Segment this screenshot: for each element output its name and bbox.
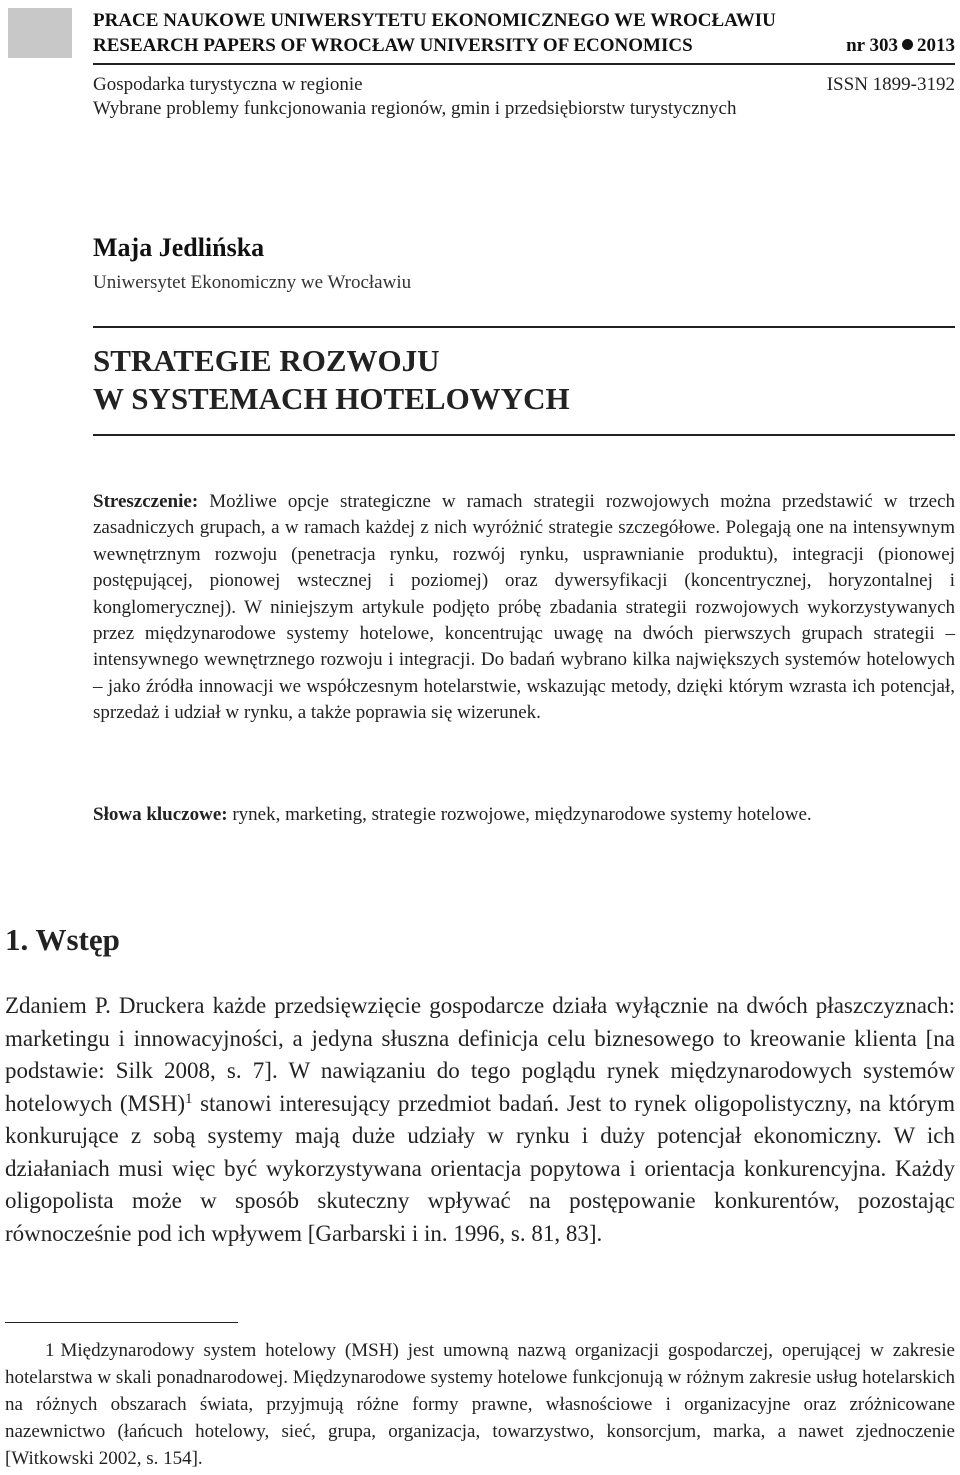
journal-title-pl-text: PRACE NAUKOWE UNIWERSYTETU EKONOMICZNEGO WE WROCŁAWIU (93, 10, 776, 31)
footnote (5, 1337, 955, 1472)
bullet-dot-icon (902, 39, 913, 50)
abstract-label: Streszczenie: (93, 491, 199, 512)
journal-title-pl (93, 10, 955, 32)
journal-title-en-text: RESEARCH PAPERS OF WROCŁAW UNIVERSITY OF ECONOMICS (93, 35, 693, 56)
footnote-rule (5, 1322, 238, 1323)
body-paragraph (5, 990, 955, 1250)
title-line-2: W SYSTEMACH HOTELOWYCH (93, 381, 570, 416)
footnote-reference[interactable]: 1 (185, 1090, 193, 1107)
series-name: Gospodarka turystyczna w regionie (93, 74, 363, 95)
footnote-text: Międzynarodowy system hotelowy (MSH) jest umowną nazwą organizacji gospodarczej, operującej w zakresie hotelarstwa w skali ponadnarodowej. Międzynarodowe systemy hotelowe funkcjonują w różnym zakresie usług hotelarskich na różnych obszarach świata, przyjmują różne formy prawne, własnościowe i organizacyjne oraz zróżnicowane nazewnictwo (łańcuch hotelowy, sieć, grupa, organizacja, towarzystwo, konsorcjum, marka, a nawet zjednoczenie [Witkowski 2002, s. 154]. (5, 1340, 955, 1469)
volume-subtitle (93, 98, 955, 120)
abstract-text: Możliwe opcje strategiczne w ramach strategii rozwojowych można przedstawić w trzech zasadniczych grupach, a w ramach każdej z nich wyróżnić strategie szczegółowe. Polegają one na intensywnym wewnętrznym rozwoju (penetracja rynku, rozwój rynku, usprawnianie produktu), integracji (pionowej postępującej, pionowej wstecznej i poziomej) oraz dywersyfikacji (koncentrycznej, horyzontalnej i konglomerycznej). W niniejszym artykule podjęto próbę zbadania strategii rozwojowych wykorzystywanych przez międzynarodowe systemy hotelowe, koncentrując uwagę na dwóch pierwszych grupach strategii – intensywnego wewnętrznego rozwoju i integracji. Do badań wybrano kilka największych systemów hotelowych – jako źródła innowacji we współczesnym hotelarstwie, wskazując metody, dzięki którym wzrasta ich potencjał, sprzedaż i udział w rynku, a także poprawia się wizerunek. (93, 491, 955, 724)
body-paragraph-part-1: Zdaniem P. Druckera każde przedsięwzięcie gospodarcze działa wyłącznie na dwóch płaszczyznach: marketingu i innowacyjności, a jedyna słuszna definicja celu biznesowego to kreowanie klienta [na podstawie: Silk 2008, s. 7]. W nawiązaniu do tego poglądu rynek międzynarodowych systemów hotelowych (MSH) (5, 993, 955, 1116)
series-line (93, 74, 955, 96)
author-affiliation: Uniwersytet Ekonomiczny we Wrocławiu (93, 272, 412, 293)
issue-number: nr 303 (846, 35, 898, 56)
article-title (93, 342, 570, 418)
footnote-number: 1 (45, 1340, 55, 1361)
issue-info (846, 35, 955, 57)
issn: ISSN 1899-3192 (826, 74, 955, 95)
title-line-1: STRATEGIE ROZWOJU (93, 343, 440, 378)
header-logo-placeholder (8, 8, 72, 58)
issue-year: 2013 (917, 35, 955, 56)
header-rule (93, 63, 955, 65)
keywords-label: Słowa kluczowe: (93, 804, 228, 825)
keywords (93, 802, 955, 828)
title-top-rule (93, 326, 955, 328)
section-heading: 1. Wstęp (5, 922, 120, 957)
journal-title-en (93, 35, 955, 57)
volume-subtitle-text: Wybrane problemy funkcjonowania regionów, gmin i przedsiębiorstw turystycznych (93, 98, 737, 119)
body-paragraph-part-2: stanowi interesujący przedmiot badań. Jest to rynek oligopolistyczny, na którym konkurujące z sobą systemy mają duże udziały w rynku i duży potencjał ekonomiczny. W ich działaniach musi więc być wykorzystywana orientacja popytowa i orientacja konkurencyjna. Każdy oligopolista może w sposób skuteczny wpływać na postępowanie konkurentów, pozostając równocześnie pod ich wpływem [Garbarski i in. 1996, s. 81, 83]. (5, 1090, 956, 1246)
abstract (93, 489, 955, 727)
keywords-text: rynek, marketing, strategie rozwojowe, międzynarodowe systemy hotelowe. (227, 804, 812, 825)
title-bottom-rule (93, 434, 955, 436)
author-name: Maja Jedlińska (93, 233, 265, 262)
